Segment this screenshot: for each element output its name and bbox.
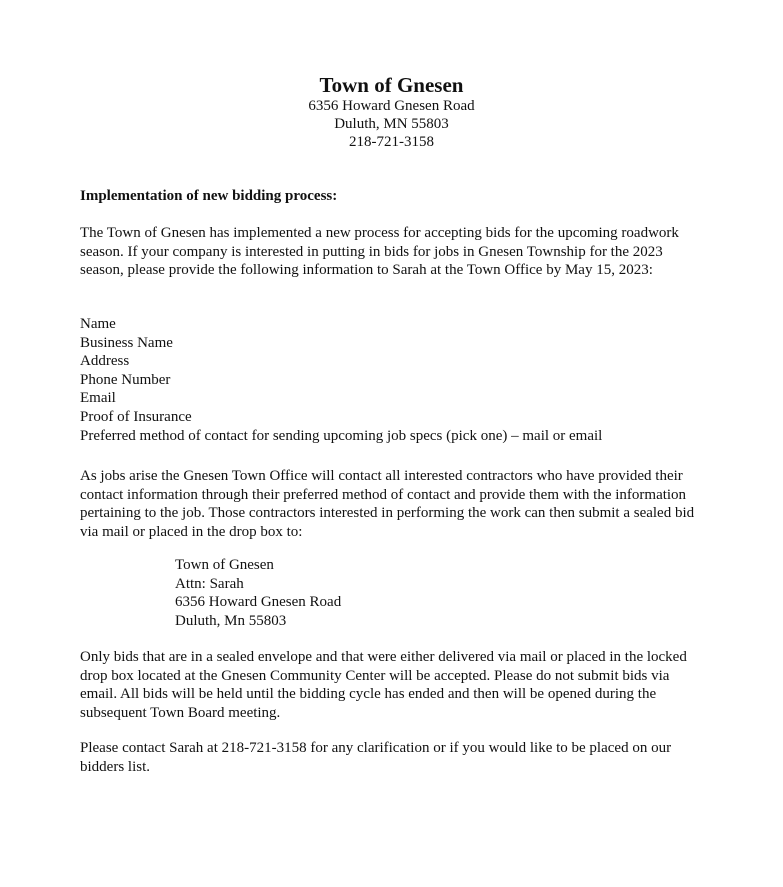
list-item: Phone Number (80, 371, 171, 388)
document-title: Town of Gnesen (319, 73, 464, 97)
mailing-address-line: Duluth, Mn 55803 (175, 612, 287, 629)
letterhead-address-street: 6356 Howard Gnesen Road (308, 98, 475, 114)
list-item: Preferred method of contact for sending upcoming job specs (pick one) – mail or email (80, 427, 603, 444)
section-heading: Implementation of new bidding process: (80, 188, 338, 204)
mailing-address-line: Attn: Sarah (175, 575, 244, 592)
intro-paragraph: The Town of Gnesen has implemented a new process for accepting bids for the upcoming roadwork season. If your company is interested in putting in bids for jobs in Gnesen Township for the 2023 season, please provide the following information to Sarah at the Town Office by May 15, 2023: (80, 225, 679, 279)
mailing-address (175, 556, 341, 630)
list-item: Proof of Insurance (80, 408, 192, 425)
letterhead-address-city: Duluth, MN 55803 (334, 116, 449, 132)
list-item: Email (80, 390, 116, 407)
list-item: Name (80, 316, 116, 332)
letterhead (0, 73, 783, 151)
list-item: Address (80, 353, 130, 370)
contact-paragraph: Please contact Sarah at 218-721-3158 for any clarification or if you would like to be placed on our bidders list. (80, 740, 672, 775)
mailing-address-line: 6356 Howard Gnesen Road (175, 594, 342, 611)
list-item: Business Name (80, 334, 173, 351)
mailing-address-line: Town of Gnesen (175, 557, 274, 573)
required-info-list (80, 315, 602, 445)
process-paragraph: As jobs arise the Gnesen Town Office will contact all interested contractors who have provided their contact information through their preferred method of contact and provide them with the information pertaining to the job. Those contractors interested in performing the work can then submit a sealed bid via mail or placed in the drop box to: (80, 468, 695, 540)
letterhead-phone: 218-721-3158 (349, 134, 434, 150)
rules-paragraph: Only bids that are in a sealed envelope and that were either delivered via mail or placed in the locked drop box located at the Gnesen Community Center will be accepted. Please do not submit bids via email. All bids will be held until the bidding cycle has ended and then will be opened during the subsequent Town Board meeting. (80, 649, 687, 721)
